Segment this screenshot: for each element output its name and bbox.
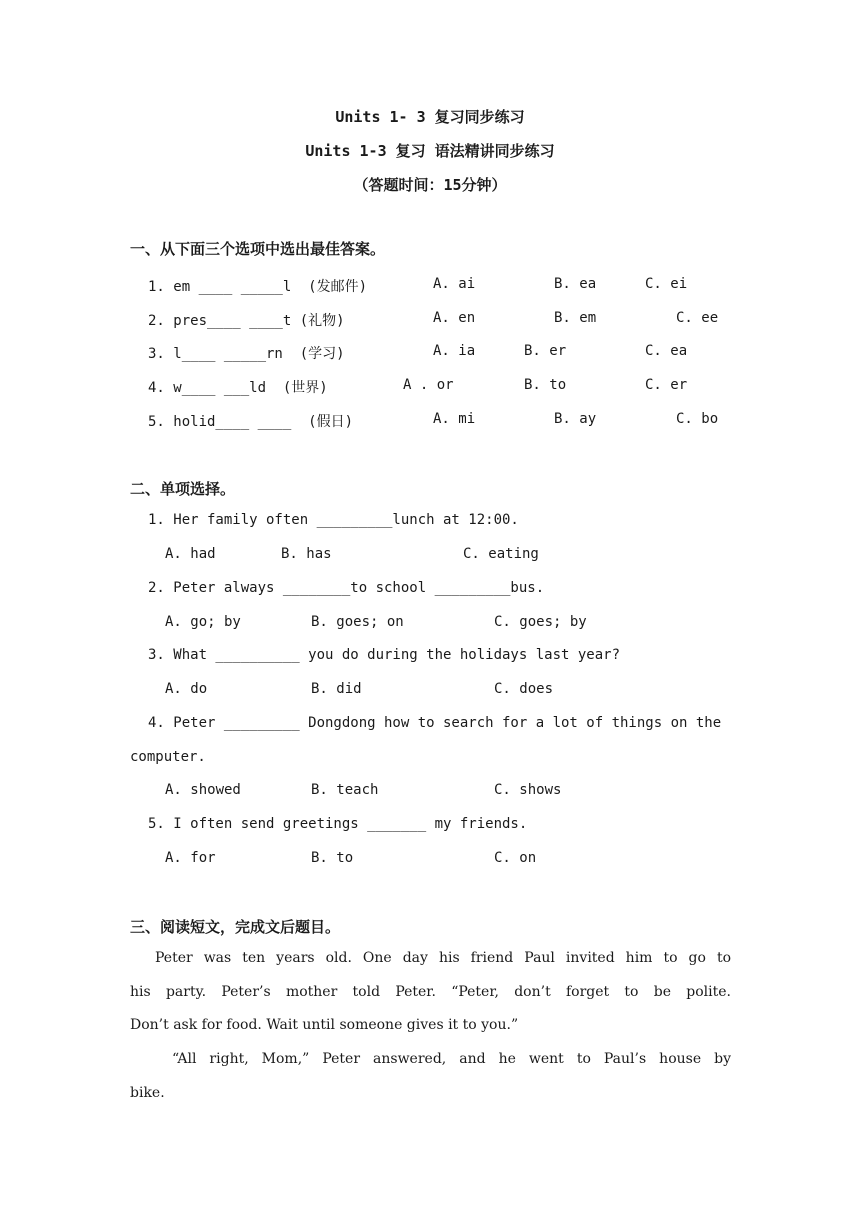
s2-q4-option-a: A. showed [165,782,241,798]
s1-q2-option-a: A. en [433,310,476,326]
s2-q1-option-b: B. has [281,546,332,562]
s2-q3-text: 3. What __________ you do during the holidays last year? [148,647,621,663]
passage-line-5: bike. [130,1085,165,1101]
s1-q5-option-c: C. bo [676,411,719,427]
page-subtitle: Units 1-3 复习 语法精讲同步练习 [305,142,555,160]
s1-q3-text: 3. l____ _____rn (学习) [148,346,345,362]
s1-q1-option-c: C. ei [645,276,688,292]
s2-q4-text-cont: computer. [130,749,206,765]
s2-q1-option-a: A. had [165,546,216,562]
s2-q3-option-a: A. do [165,681,208,697]
s2-q2-option-a: A. go; by [165,614,241,630]
s2-q3-option-c: C. does [494,681,554,697]
section-2-heading: 二、单项选择。 [130,480,236,498]
s2-q2-option-b: B. goes; on [311,614,404,630]
s2-q2-text: 2. Peter always ________to school _________bus. [148,580,545,596]
s1-q2-option-b: B. em [554,310,597,326]
s2-q1-option-c: C. eating [463,546,539,562]
s2-q3-option-b: B. did [311,681,362,697]
s1-q1-text: 1. em ____ _____l (发邮件) [148,279,368,295]
time-note: （答题时间：15分钟） [353,176,507,194]
s2-q5-option-b: B. to [311,850,354,866]
s2-q4-option-c: C. shows [494,782,562,798]
s2-q5-option-c: C. on [494,850,537,866]
s2-q5-option-a: A. for [165,850,216,866]
s1-q2-text: 2. pres____ ____t (礼物) [148,313,345,329]
passage-line-1: Peter was ten years old. One day his friend Paul invited him to go to [155,950,731,966]
s1-q2-option-c: C. ee [676,310,719,326]
s1-q5-option-b: B. ay [554,411,597,427]
passage-line-2: his party. Peter’s mother told Peter. “Peter, don’t forget to be polite. [130,984,731,1000]
page-title: Units 1- 3 复习同步练习 [335,108,525,126]
section-1-heading: 一、从下面三个选项中选出最佳答案。 [130,240,386,258]
s1-q3-option-b: B. er [524,343,567,359]
s1-q5-text: 5. holid____ ____ (假日) [148,414,354,430]
s1-q3-option-a: A. ia [433,343,476,359]
s1-q3-option-c: C. ea [645,343,688,359]
s1-q5-option-a: A. mi [433,411,476,427]
s1-q4-option-c: C. er [645,377,688,393]
s1-q4-option-b: B. to [524,377,567,393]
s1-q1-option-b: B. ea [554,276,597,292]
s2-q4-option-b: B. teach [311,782,379,798]
s1-q4-option-a: A . or [403,377,454,393]
section-3-heading: 三、阅读短文，完成文后题目。 [130,918,341,936]
s2-q2-option-c: C. goes; by [494,614,587,630]
s2-q1-text: 1. Her family often _________lunch at 12:00. [148,512,519,528]
s1-q1-option-a: A. ai [433,276,476,292]
passage-line-3: Don’t ask for food. Wait until someone gives it to you.” [130,1017,519,1033]
s2-q4-text: 4. Peter _________ Dongdong how to search for a lot of things on the [148,715,722,731]
s2-q5-text: 5. I often send greetings _______ my friends. [148,816,528,832]
passage-line-4: “All right, Mom,” Peter answered, and he went to Paul’s house by [172,1051,731,1067]
s1-q4-text: 4. w____ ___ld (世界) [148,380,328,396]
